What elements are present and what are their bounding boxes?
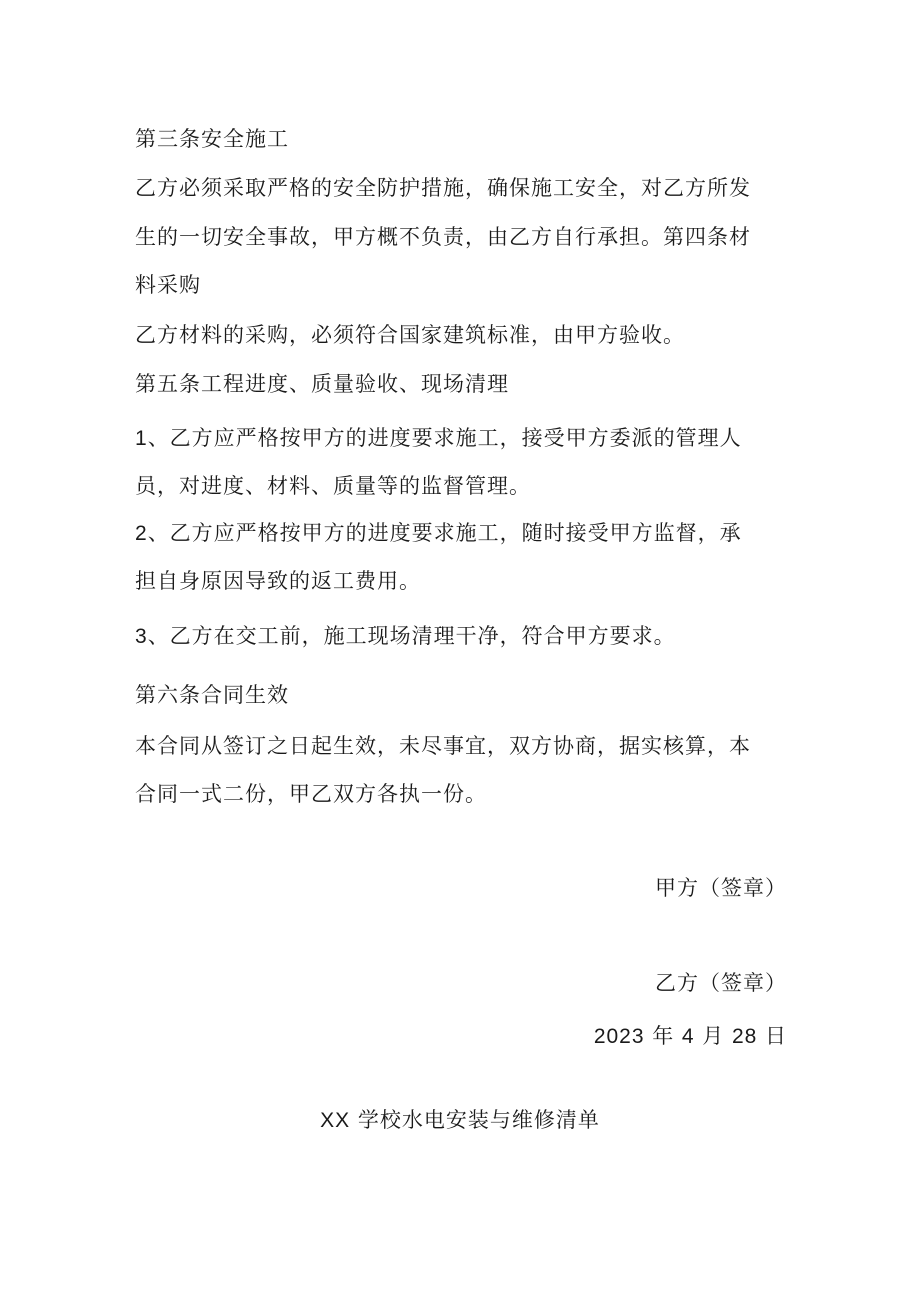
title-prefix: XX [320, 1109, 351, 1132]
signature-date [594, 1021, 787, 1052]
date-year: 2023 [593, 1025, 645, 1048]
item1-number: 1 [135, 427, 148, 450]
item2-text: 、乙方应严格按甲方的进度要求施工，随时接受甲方监督，承 [147, 521, 742, 545]
article6-body-line1: 本合同从签订之日起生效，未尽事宜，双方协商，据实核算，本 [135, 734, 751, 758]
date-day-unit: 日 [757, 1024, 787, 1048]
party-a-signature: 甲方（签章） [655, 876, 787, 900]
article5-item1-line1 [135, 423, 742, 454]
article5-item1-line2: 员，对进度、材料、质量等的监督管理。 [135, 474, 531, 498]
article5-item2-line1 [135, 518, 742, 549]
title-text: 学校水电安装与维修清单 [350, 1108, 600, 1132]
date-year-unit: 年 [644, 1024, 682, 1048]
party-b-signature: 乙方（签章） [655, 971, 787, 995]
article4-body: 乙方材料的采购，必须符合国家建筑标准，由甲方验收。 [135, 323, 685, 347]
article6-body-line2: 合同一式二份，甲乙双方各执一份。 [135, 782, 487, 806]
article3-body-line1: 乙方必须采取严格的安全防护措施，确保施工安全，对乙方所发 [135, 176, 751, 200]
article3-body-line3: 料采购 [135, 273, 201, 297]
article5-heading: 第五条工程进度、质量验收、现场清理 [135, 372, 509, 396]
date-day: 28 [731, 1025, 758, 1048]
item3-number: 3 [135, 625, 148, 648]
next-section-title [0, 1105, 920, 1136]
item1-text: 、乙方应严格按甲方的进度要求施工，接受甲方委派的管理人 [147, 426, 742, 450]
item3-text: 、乙方在交工前，施工现场清理干净，符合甲方要求。 [147, 624, 676, 648]
article5-item3-line1 [135, 621, 676, 652]
date-month: 4 [681, 1025, 695, 1048]
article5-item2-line2: 担自身原因导致的返工费用。 [135, 569, 421, 593]
article6-heading: 第六条合同生效 [135, 683, 289, 707]
date-month-unit: 月 [694, 1024, 732, 1048]
item2-number: 2 [135, 522, 148, 545]
article3-heading: 第三条安全施工 [135, 127, 289, 151]
article3-body-line2: 生的一切安全事故，甲方概不负责，由乙方自行承担。第四条材 [135, 225, 751, 249]
